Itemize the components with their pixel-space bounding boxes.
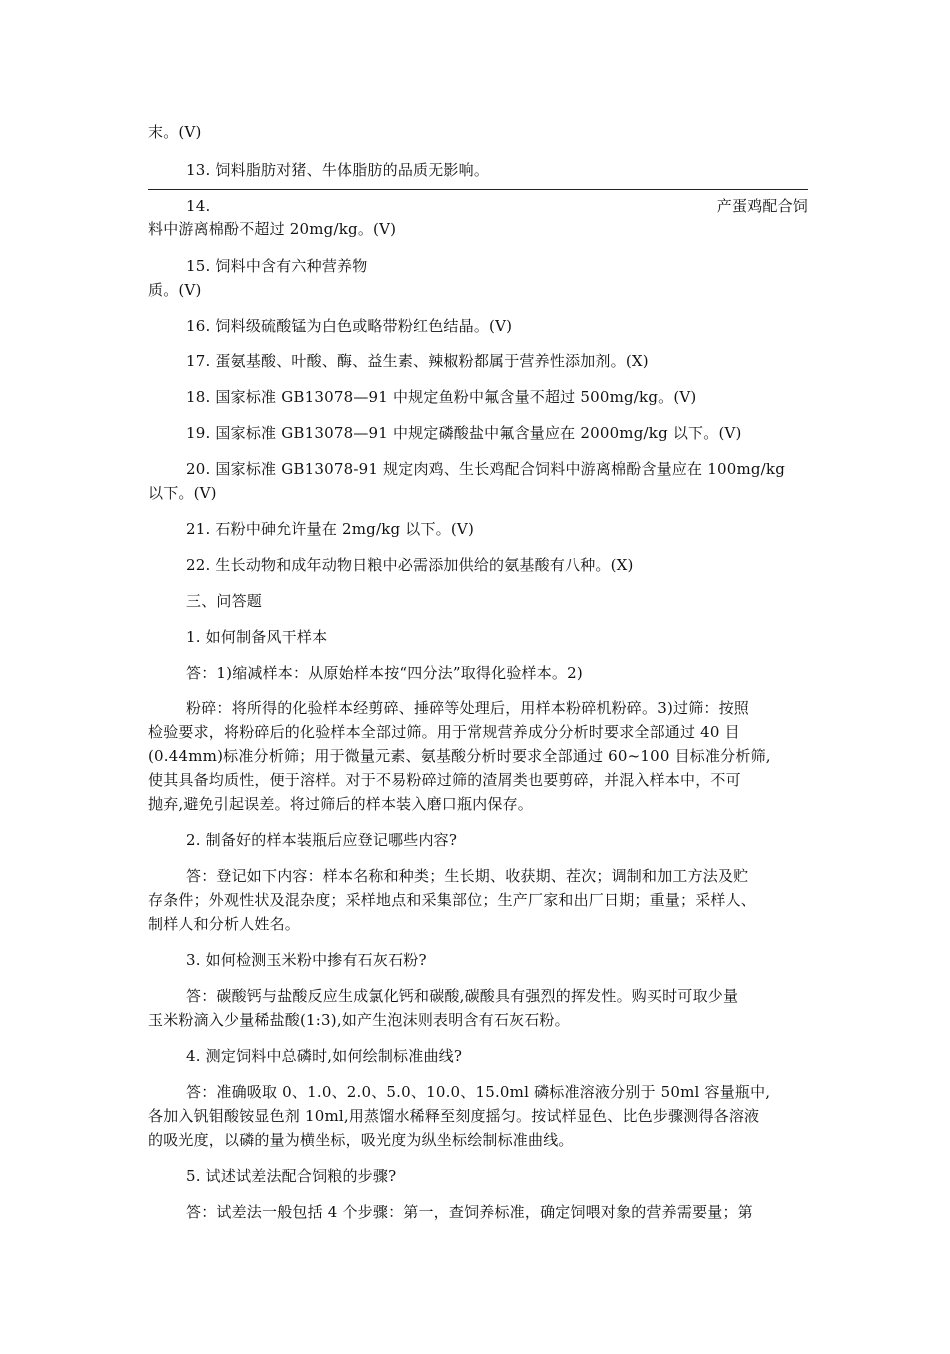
text-line: 料中游离棉酚不超过 20mg/kg。(V) [148, 220, 397, 238]
qa-answer-line: 使其具备均质性，便于溶样。对于不易粉碎过筛的渣屑类也要剪碎，并混入样本中，不可 [148, 771, 741, 789]
qa-answer-line: 的吸光度，以磷的量为横坐标，吸光度为纵坐标绘制标准曲线。 [148, 1131, 574, 1149]
qa-answer-line: 存条件；外观性状及混杂度；采样地点和采集部位；生产厂家和出厂日期；重量；采样人、 [148, 891, 757, 909]
qa-answer-line: 玉米粉滴入少量稀盐酸(1:3),如产生泡沫则表明含有石灰石粉。 [148, 1011, 570, 1029]
text-line: 以下。(V) [148, 484, 217, 502]
qa-answer-line: 答：登记如下内容：样本名称和种类；生长期、收获期、茬次；调制和加工方法及贮 [186, 867, 749, 885]
qa-question-5: 5. 试述试差法配合饲粮的步骤? [186, 1167, 397, 1185]
qa-answer-line: 答：碳酸钙与盐酸反应生成氯化钙和碳酸,碳酸具有强烈的挥发性。购买时可取少量 [186, 987, 739, 1005]
qa-answer-line: 各加入钒钼酸铵显色剂 10ml,用蒸馏水稀释至刻度摇匀。按试样显色、比色步骤测得各溶液 [148, 1107, 760, 1125]
section-heading: 三、问答题 [186, 592, 263, 610]
qa-answer-line: 粉碎：将所得的化验样本经剪碎、捶碎等处理后，用样本粉碎机粉碎。3)过筛：按照 [186, 699, 749, 717]
question-21: 21. 石粉中砷允许量在 2mg/kg 以下。(V) [186, 520, 475, 538]
qa-answer-line: 答：试差法一般包括 4 个步骤：第一，查饲养标准，确定饲喂对象的营养需要量；第 [186, 1203, 753, 1221]
qa-answer-line: 答：1)缩减样本：从原始样本按“四分法”取得化验样本。2) [186, 664, 583, 682]
question-18: 18. 国家标准 GB13078—91 中规定鱼粉中氟含量不超过 500mg/kg。(V) [186, 388, 697, 406]
question-13: 13. 饲料脂肪对猪、牛体脂肪的品质无影响。 [186, 161, 490, 179]
qa-answer-line: 答：准确吸取 0、1.0、2.0、5.0、10.0、15.0ml 磷标准溶液分别于 50ml 容量瓶中, [186, 1083, 771, 1101]
question-17: 17. 蛋氨基酸、叶酸、酶、益生素、辣椒粉都属于营养性添加剂。(X) [186, 352, 649, 370]
text-line: 质。(V) [148, 281, 202, 299]
question-14-text: 产蛋鸡配合饲 [716, 197, 808, 215]
question-20: 20. 国家标准 GB13078-91 规定肉鸡、生长鸡配合饲料中游离棉酚含量应在 100mg/kg [186, 460, 786, 478]
question-14-number: 14. [186, 197, 211, 215]
qa-answer-line: 检验要求，将粉碎后的化验样本全部过筛。用于常规营养成分分析时要求全部通过 40 目 [148, 723, 740, 741]
question-22: 22. 生长动物和成年动物日粮中必需添加供给的氨基酸有八种。(X) [186, 556, 634, 574]
question-19: 19. 国家标准 GB13078—91 中规定磷酸盐中氟含量应在 2000mg/kg 以下。(V) [186, 424, 742, 442]
text-line: 末。(V) [148, 123, 202, 141]
qa-question-1: 1. 如何制备风干样本 [186, 628, 328, 646]
question-15: 15. 饲料中含有六种营养物 [186, 257, 368, 275]
qa-question-2: 2. 制备好的样本装瓶后应登记哪些内容? [186, 831, 458, 849]
qa-answer-line: 抛弃,避免引起误差。将过筛后的样本装入磨口瓶内保存。 [148, 795, 533, 813]
qa-question-4: 4. 测定饲料中总磷时,如何绘制标准曲线? [186, 1047, 463, 1065]
horizontal-rule [148, 189, 808, 190]
question-16: 16. 饲料级硫酸锰为白色或略带粉红色结晶。(V) [186, 317, 513, 335]
qa-answer-line: 制样人和分析人姓名。 [148, 915, 301, 933]
qa-answer-line: (0.44mm)标准分析筛；用于微量元素、氨基酸分析时要求全部通过 60~100 目标准分析筛, [148, 747, 771, 765]
qa-question-3: 3. 如何检测玉米粉中掺有石灰石粉? [186, 951, 427, 969]
